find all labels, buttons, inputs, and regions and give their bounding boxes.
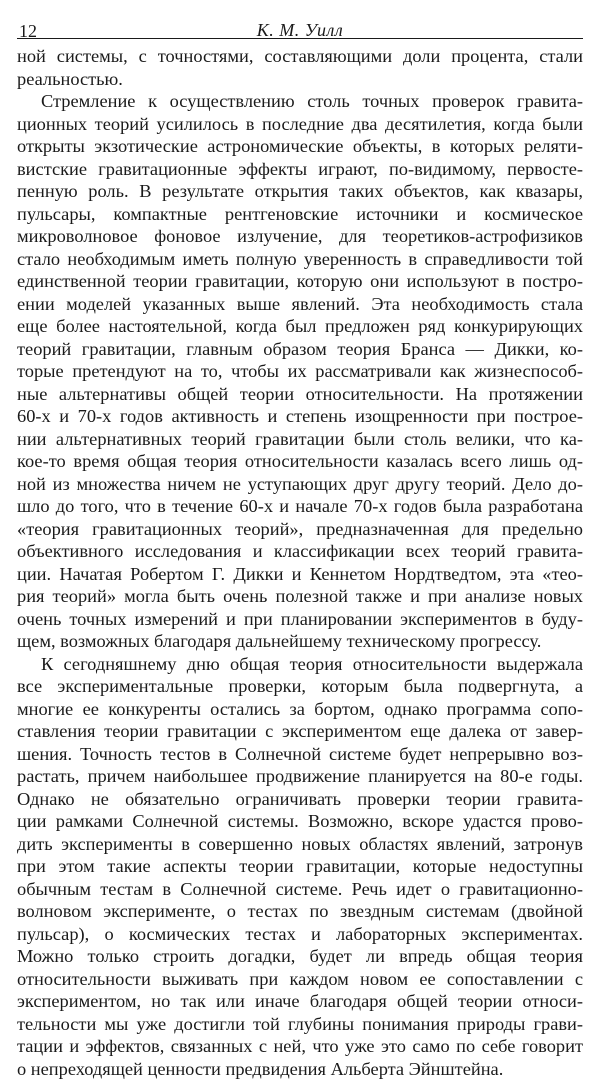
text-line: растать, причем наибольшее продвижение планируется на 80-е годы. — [17, 765, 583, 788]
text-line: при этом такие аспекты теории гравитации, которые недоступны — [17, 855, 583, 878]
text-line: «теория гравитационных теорий», предназначенная для предельно — [17, 518, 583, 541]
text-line: все экспериментальные проверки, которым была подвергнута, а — [17, 675, 583, 698]
text-line: открыты экзотические астрономические объекты, в которых реляти- — [17, 135, 583, 158]
text-line: шения. Точность тестов в Солнечной системе будет непрерывно воз- — [17, 743, 583, 766]
text-line: ении моделей указанных выше явлений. Эта необходимость стала — [17, 293, 583, 316]
text-line: пенную роль. В результате открытия таких объектов, как квазары, — [17, 180, 583, 203]
text-line: дить эксперименты в совершенно новых областях явлений, затронув — [17, 833, 583, 856]
text-line: Можно только строить догадки, будет ли впредь общая теория — [17, 945, 583, 968]
text-line: еще более настоятельной, когда был предложен ряд конкурирующих — [17, 315, 583, 338]
text-line: экспериментом, но так или иначе благодаря общей теории относи- — [17, 990, 583, 1013]
text-line: пульсары, компактные рентгеновские источники и космическое — [17, 203, 583, 226]
text-line: ции рамками Солнечной системы. Возможно, вскоре удастся прово- — [17, 810, 583, 833]
text-line: ные альтернативы общей теории относительности. На протяжении — [17, 383, 583, 406]
text-line: многие ее конкуренты остались за бортом, однако программа сопо- — [17, 698, 583, 721]
text-line: тации и эффектов, связанных с ней, что уже это само по себе говорит — [17, 1035, 583, 1058]
text-line: теорий гравитации, главным образом теория Бранса — Дикки, ко- — [17, 338, 583, 361]
text-line: торые претендуют на то, чтобы их рассматривали как жизнеспособ- — [17, 360, 583, 383]
text-line: стало необходимым иметь полную уверенность в справедливости той — [17, 248, 583, 271]
text-line: микроволновое фоновое излучение, для теоретиков-астрофизиков — [17, 225, 583, 248]
text-line: пульсар), о космических тестах и лабораторных экспериментах. — [17, 923, 583, 946]
paragraph — [17, 90, 583, 653]
text-line: щем, возможных благодаря дальнейшему техническому прогрессу. — [17, 630, 583, 653]
text-line: относительности выживать при каждом новом ее сопоставлении с — [17, 968, 583, 991]
text-line: очень точных измерений и при планировании экспериментов в буду- — [17, 608, 583, 631]
text-line: ной системы, с точностями, составляющими доли процента, стали — [17, 45, 583, 68]
text-line: кое-то время общая теория относительности казалась всего лишь од- — [17, 450, 583, 473]
text-line: Стремление к осуществлению столь точных проверок гравита- — [17, 90, 583, 113]
paragraph — [17, 653, 583, 1080]
text-line: шло до того, что в течение 60-х и начале 70-х годов была разработана — [17, 495, 583, 518]
text-line: объективного исследования и классификации всех теорий гравита- — [17, 540, 583, 563]
page-number: 12 — [19, 21, 37, 41]
paragraph — [17, 45, 583, 90]
text-line: нии альтернативных теорий гравитации были столь велики, что ка- — [17, 428, 583, 451]
text-line: ставления теории гравитации с экспериментом еще далека от завер- — [17, 720, 583, 743]
book-page — [17, 8, 583, 1080]
text-line: 60-х и 70-х годов активность и степень изощренности при построе- — [17, 405, 583, 428]
text-line: тельности мы уже достигли той глубины понимания природы грави- — [17, 1013, 583, 1036]
text-line: К сегодняшнему дню общая теория относительности выдержала — [17, 653, 583, 676]
text-line: Однако не обязательно ограничивать проверки теории гравита- — [17, 788, 583, 811]
text-line: ции. Начатая Робертом Г. Дикки и Кеннетом Нордтведтом, эта «тео- — [17, 563, 583, 586]
text-line: рия теорий» могла быть очень полезной также и при анализе новых — [17, 585, 583, 608]
text-line: о непреходящей ценности предвидения Альберта Эйнштейна. — [17, 1058, 583, 1080]
running-title: К. М. Уилл — [17, 20, 583, 40]
page-header — [17, 8, 583, 39]
text-line: волновом эксперименте, о тестах по звездным системам (двойной — [17, 900, 583, 923]
text-line: реальностью. — [17, 68, 583, 91]
text-line: единственной теории гравитации, которую они используют в постро- — [17, 270, 583, 293]
text-line: вистские гравитационные эффекты играют, по-видимому, первосте- — [17, 158, 583, 181]
text-line: ционных теорий усилилось в последние два десятилетия, когда были — [17, 113, 583, 136]
text-line: ной из множества ничем не уступающих друг другу теорий. Дело до- — [17, 473, 583, 496]
text-line: обычным тестам в Солнечной системе. Речь идет о гравитационно- — [17, 878, 583, 901]
body-text — [17, 45, 583, 1080]
